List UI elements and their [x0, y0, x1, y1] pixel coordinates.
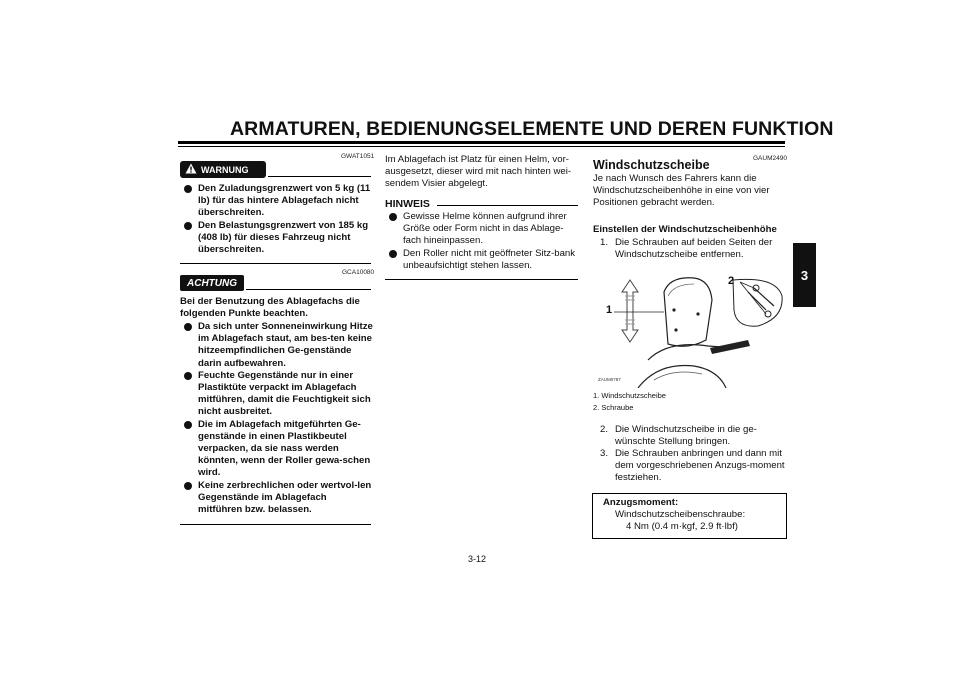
windshield-figure: [598, 270, 784, 388]
caution-list: [181, 321, 373, 516]
list-item: Keine zerbrechlichen oder wertvol-len Gegenstände im Ablagefach mitführen bzw. belassen.: [181, 480, 373, 517]
step-number: 2.: [600, 424, 609, 435]
caution-badge: ACHTUNG: [180, 275, 244, 291]
section-intro: Je nach Wunsch des Fahrers kann die Windschutzscheibenhöhe in eine von vier Positionen gebracht werden.: [593, 173, 770, 209]
figure-label-2: 2: [728, 275, 735, 287]
legend-2: 2. Schraube: [593, 403, 634, 412]
note-label: HINWEIS: [385, 198, 430, 210]
legend-1: 1. Windschutzscheibe: [593, 391, 666, 400]
section-heading: Windschutzscheibe: [593, 158, 710, 172]
caution-intro: Bei der Benutzung des Ablagefachs die folgenden Punkte beachten.: [180, 296, 360, 320]
section-code: GAUM2490: [753, 155, 787, 162]
torque-title: Anzugsmoment:: [603, 497, 679, 508]
figure-code: ZAUM0787: [598, 377, 621, 382]
list-item: Die im Ablagefach mitgeführten Ge-genstände in einen Plastikbeutel verpacken, da sie nass werden könnten, wenn der Roller gewa-schen wird.: [181, 419, 373, 480]
step-3: Die Schrauben anbringen und dann mit dem vorgeschriebenen Anzugs-moment festziehen.: [615, 448, 785, 484]
bullet-icon: [184, 372, 192, 380]
list-item: Da sich unter Sonneneinwirkung Hitze im Ablagefach staut, am bes-ten keine hitzeempfindlichen Ge-genstände darin aufbewahren.: [181, 321, 373, 370]
bullet-icon: [184, 482, 192, 490]
page-title: ARMATUREN, BEDIENUNGSELEMENTE UND DEREN FUNKTION: [230, 118, 834, 140]
list-item: Feuchte Gegenstände nur in einer Plastiktüte verpackt im Ablagefach mitführen, damit die Feuchtigkeit sich nicht ausbreitet.: [181, 370, 373, 419]
bullet-icon: [184, 323, 192, 331]
bullet-icon: [184, 185, 192, 193]
step-2: Die Windschutzscheibe in die ge-wünschte Stellung bringen.: [615, 424, 757, 448]
step-number: 3.: [600, 448, 609, 459]
list-item: Den Belastungsgrenzwert von 185 kg (408 lb) für dieses Fahrzeug nicht überschreiten.: [181, 220, 371, 257]
header-rule-thin: [178, 146, 785, 147]
chapter-tab: 3: [793, 243, 816, 307]
header-rule: [178, 141, 785, 144]
warning-list: [181, 183, 371, 256]
caution-line: [246, 289, 371, 290]
warning-end-line: [180, 263, 371, 264]
list-item: Den Roller nicht mit geöffneter Sitz-bank unbeaufsichtigt stehen lassen.: [386, 248, 578, 272]
helmet-paragraph: Im Ablagefach ist Platz für einen Helm, vor-ausgesetzt, dieser wird mit nach hinten wei-sendem Visier abgelegt.: [385, 154, 572, 190]
torque-item: Windschutzscheibenschraube:: [615, 509, 746, 520]
bullet-icon: [389, 250, 397, 258]
bullet-icon: [389, 213, 397, 221]
warning-label: WARNUNG: [201, 164, 249, 175]
warning-badge: [180, 161, 266, 178]
step-1: Die Schrauben auf beiden Seiten der Windschutzscheibe entfernen.: [615, 237, 773, 261]
torque-box: [592, 493, 787, 539]
caution-end-line: [180, 524, 371, 525]
warning-line: [268, 176, 371, 177]
bullet-icon: [184, 222, 192, 230]
warning-code: GWAT1051: [341, 153, 375, 160]
subheading: Einstellen der Windschutzscheibenhöhe: [593, 224, 777, 235]
list-item: Den Zuladungsgrenzwert von 5 kg (11 lb) für das hintere Ablagefach nicht überschreiten.: [181, 183, 371, 220]
figure-label-1: 1: [606, 304, 613, 316]
warning-triangle-icon: [185, 163, 197, 176]
step-number: 1.: [600, 237, 609, 248]
note-end-line: [385, 279, 578, 280]
note-list: [386, 211, 578, 272]
bullet-icon: [184, 421, 192, 429]
caution-code: GCA10080: [342, 269, 375, 276]
page-number: 3-12: [468, 554, 487, 564]
windshield-illustration: [598, 270, 784, 388]
list-item: Gewisse Helme können aufgrund ihrer Größe oder Form nicht in das Ablage-fach hineinpassen.: [386, 211, 578, 248]
torque-value: 4 Nm (0.4 m·kgf, 2.9 ft·lbf): [626, 521, 738, 532]
note-line: [437, 205, 578, 206]
